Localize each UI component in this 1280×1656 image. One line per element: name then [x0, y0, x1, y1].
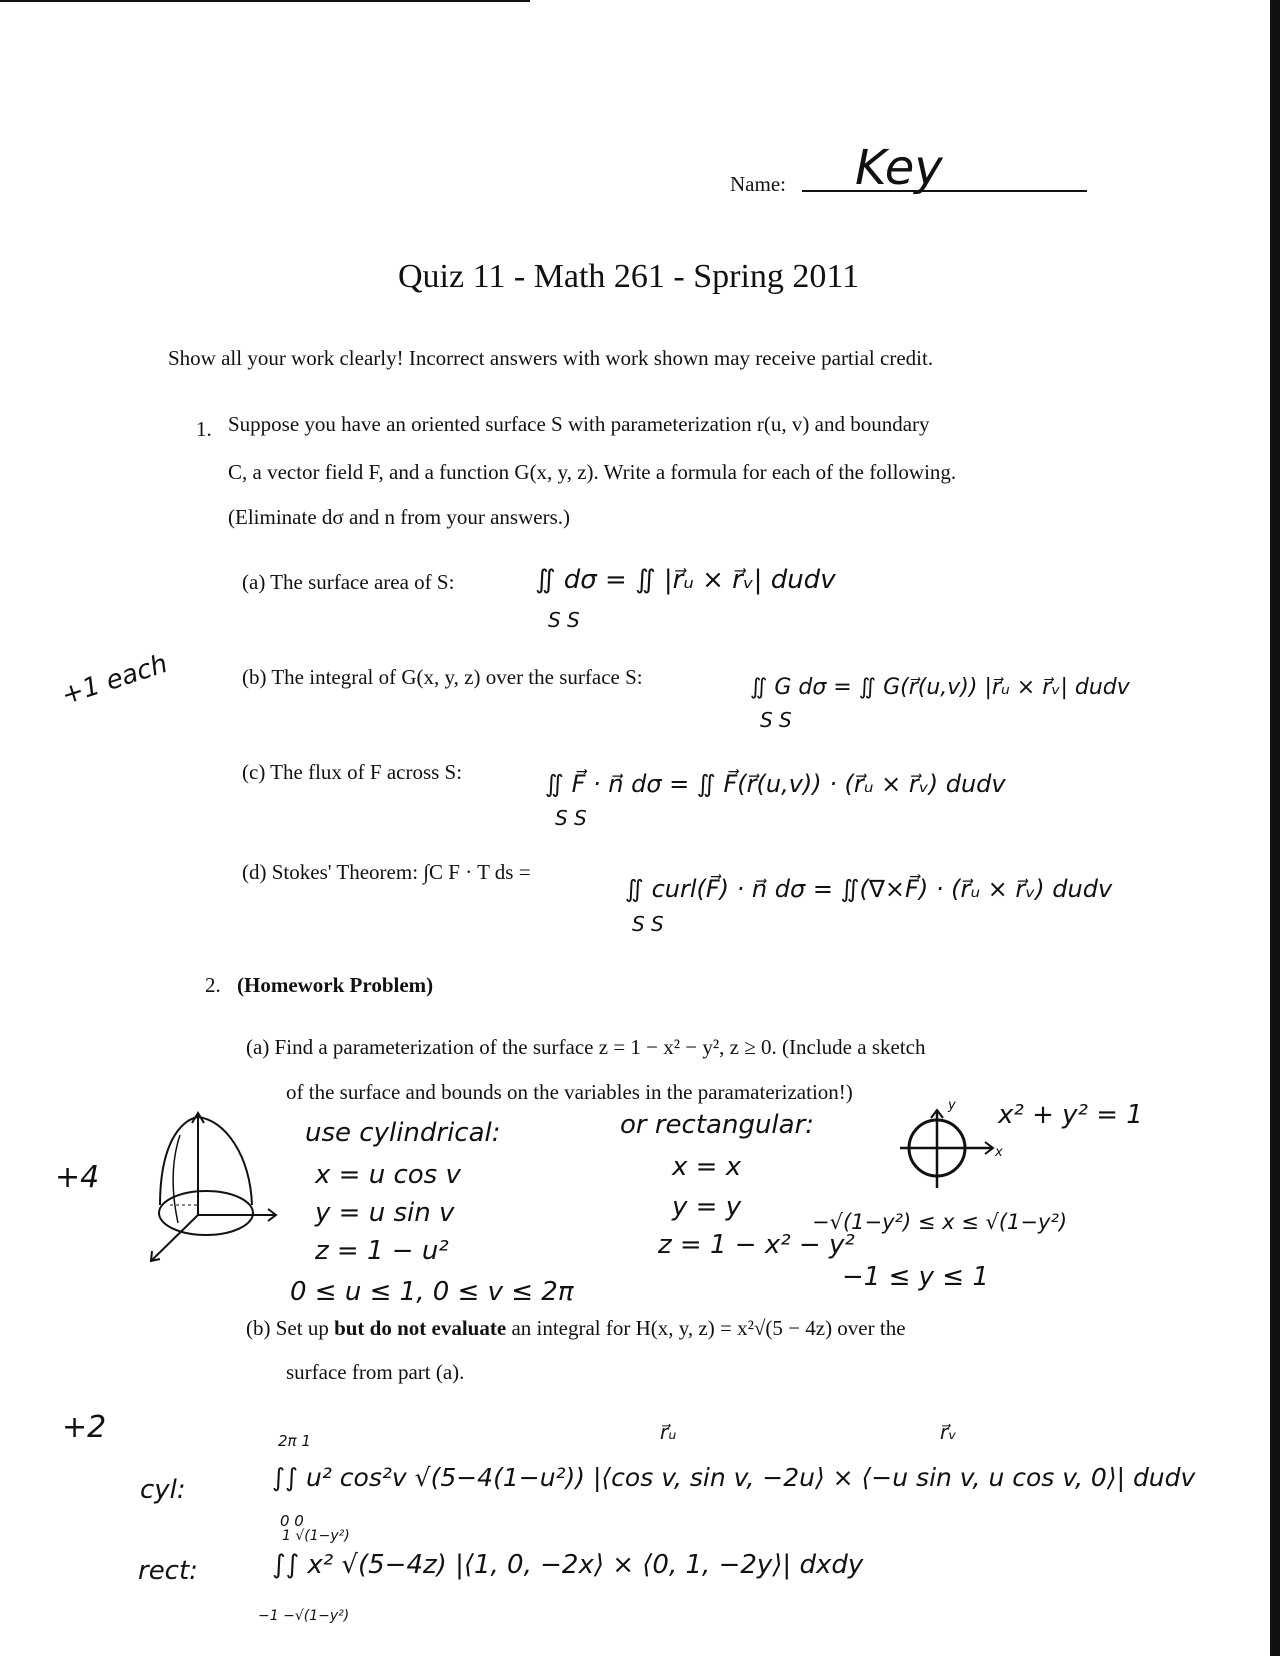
q1c-answer: ∬ F⃗ · n⃗ dσ = ∬ F⃗(r⃗(u,v)) · (r⃗ᵤ × r⃗ᵥ) dudv: [545, 770, 1006, 798]
cyl-line-y: y = u sin v: [315, 1198, 455, 1228]
top-border-line: [0, 0, 530, 2]
q1b-label: (b) The integral of G(x, y, z) over the surface S:: [242, 665, 643, 689]
rect-line-z: z = 1 − x² − y²: [658, 1230, 855, 1260]
circle-equation: x² + y² = 1: [998, 1100, 1143, 1130]
q2b-line2: surface from part (a).: [286, 1360, 465, 1384]
cyl-answer-label: cyl:: [140, 1475, 186, 1505]
name-value: Key: [855, 140, 943, 196]
cyl-bounds: 0 ≤ u ≤ 1, 0 ≤ v ≤ 2π: [290, 1277, 574, 1307]
rect-heading: or rectangular:: [620, 1110, 815, 1140]
rect-integral: ∫∫ x² √(5−4z) |⟨1, 0, −2x⟩ × ⟨0, 1, −2y⟩| dxdy: [272, 1550, 864, 1580]
rv-label: r⃗ᵥ: [940, 1420, 957, 1444]
q1d-answer: ∬ curl(F⃗) · n⃗ dσ = ∬(∇×F⃗) · (r⃗ᵤ × r⃗ᵥ) dudv: [625, 875, 1113, 903]
circle-axis-y: y: [948, 1098, 956, 1113]
q1c-subscript: S S: [555, 806, 587, 830]
right-page-edge: [1270, 0, 1280, 1656]
q2b-score: +2: [62, 1410, 107, 1445]
ru-label: r⃗ᵤ: [660, 1420, 677, 1444]
paraboloid-sketch: [140, 1105, 290, 1270]
cyl-line-x: x = u cos v: [315, 1160, 461, 1190]
q1b-answer: ∬ G dσ = ∬ G(r⃗(u,v)) |r⃗ᵤ × r⃗ᵥ| dudv: [750, 675, 1130, 700]
q1-number: 1.: [196, 417, 212, 441]
q2b-line1: [246, 1316, 906, 1341]
rect-bounds-x: −√(1−y²) ≤ x ≤ √(1−y²): [812, 1210, 1068, 1234]
q2a-line2: of the surface and bounds on the variables in the paramaterization!): [286, 1080, 853, 1104]
cyl-limits-top: 2π 1: [278, 1432, 311, 1450]
q1-text-line3: (Eliminate dσ and n from your answers.): [228, 505, 570, 529]
rect-bounds-y: −1 ≤ y ≤ 1: [842, 1262, 989, 1292]
q2-heading: (Homework Problem): [237, 973, 434, 997]
rect-line-x: x = x: [672, 1152, 742, 1182]
q1a-subscript: S S: [548, 608, 580, 632]
q1d-label: (d) Stokes' Theorem: ∫C F · T ds =: [242, 860, 531, 884]
cyl-integral: ∫∫ u² cos²v √(5−4(1−u²)) |⟨cos v, sin v, −2u⟩ × ⟨−u sin v, u cos v, 0⟩| dudv: [272, 1463, 1196, 1492]
circle-axis-x: x: [995, 1145, 1003, 1160]
q2a-line1: (a) Find a parameterization of the surface z = 1 − x² − y², z ≥ 0. (Include a sketch: [246, 1035, 926, 1059]
q2-number: 2.: [205, 973, 221, 997]
instructions: Show all your work clearly! Incorrect answers with work shown may receive partial credit.: [168, 346, 934, 370]
rect-line-y: y = y: [672, 1192, 742, 1222]
q1a-label: (a) The surface area of S:: [242, 570, 455, 594]
q2a-score: +4: [55, 1160, 100, 1195]
q1c-label: (c) The flux of F across S:: [242, 760, 463, 784]
q1b-subscript: S S: [760, 708, 792, 732]
q2b-bold-phrase: but do not evaluate: [334, 1316, 507, 1340]
q1a-answer: ∬ dσ = ∬ |r⃗ᵤ × r⃗ᵥ| dudv: [535, 565, 836, 595]
cyl-heading: use cylindrical:: [305, 1118, 501, 1148]
q2b-line1-text: (b) Set up but do not evaluate an integral for H(x, y, z) = x²√(5 − 4z) over the: [246, 1316, 906, 1340]
rect-answer-label: rect:: [138, 1556, 198, 1586]
cyl-limits-bottom: 0 0: [280, 1512, 304, 1530]
name-label: Name:: [730, 172, 786, 196]
q1-score: +1 each: [58, 648, 172, 712]
rect-limits-bottom: −1 −√(1−y²): [258, 1608, 350, 1624]
name-underline: [802, 190, 1087, 192]
q1d-subscript: S S: [632, 912, 664, 936]
cyl-line-z: z = 1 − u²: [315, 1236, 449, 1266]
unit-circle-sketch: [895, 1098, 1005, 1198]
q1-text-line1: Suppose you have an oriented surface S with parameterization r(u, v) and boundary: [228, 412, 930, 436]
q1-text-line2: C, a vector field F, and a function G(x, y, z). Write a formula for each of the following.: [228, 460, 957, 484]
page-title: Quiz 11 - Math 261 - Spring 2011: [398, 258, 860, 295]
rect-limits-top: 1 √(1−y²): [282, 1528, 350, 1544]
